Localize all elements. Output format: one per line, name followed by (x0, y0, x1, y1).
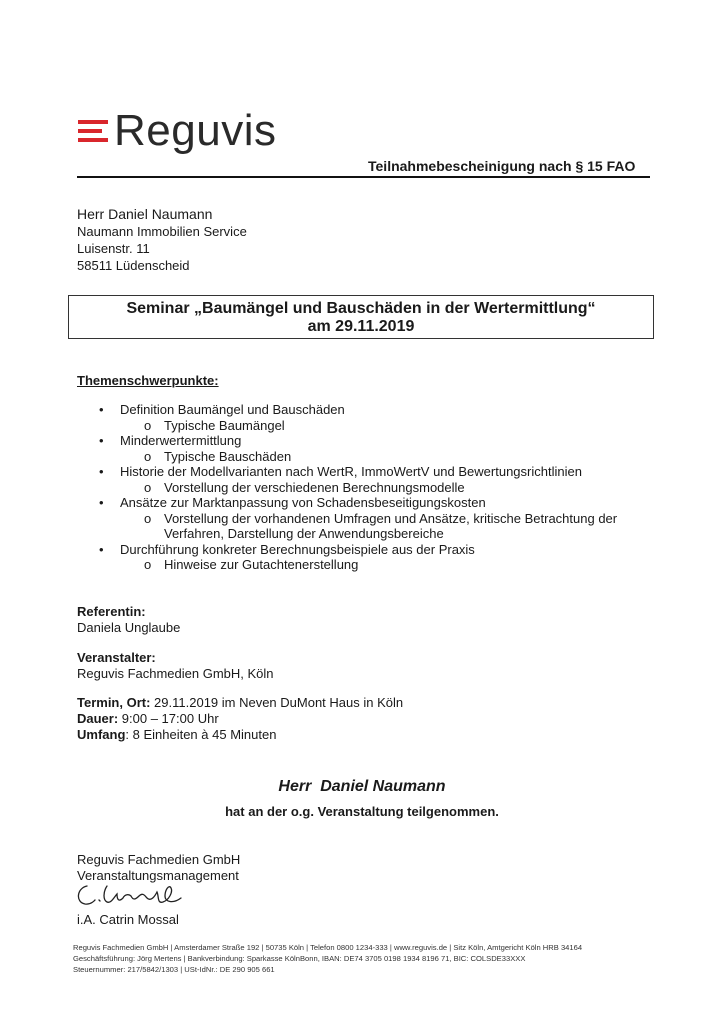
topic-label: Historie der Modellvarianten nach WertR, ImmoWertV und Bewertungsrichtlinien (120, 464, 582, 479)
logo-bars-icon (78, 120, 108, 150)
bullet-icon: • (99, 402, 104, 417)
topic-label: Ansätze zur Marktanpassung von Schadensbeseitigungskosten (120, 495, 486, 510)
duration-value: 9:00 – 17:00 Uhr (118, 711, 219, 726)
topics-list (77, 402, 647, 573)
list-item (77, 542, 647, 558)
scope-value: : 8 Einheiten à 45 Minuten (125, 727, 277, 742)
topic-label: Durchführung konkreter Berechnungsbeispiele aus der Praxis (120, 541, 475, 557)
organizer-name: Reguvis Fachmedien GmbH, Köln (77, 666, 274, 681)
topic-label: Definition Baumängel und Bauschäden (120, 402, 345, 417)
topic-sub-label: Vorstellung der verschiedenen Berechnungsmodelle (164, 479, 465, 495)
event-details (77, 695, 403, 743)
bullet-icon: • (99, 433, 104, 448)
venue-label: Termin, Ort: (77, 695, 151, 710)
circle-bullet-icon: o (144, 479, 152, 495)
recipient-street: Luisenstr. 11 (77, 241, 150, 256)
recipient-name: Herr Daniel Naumann (77, 206, 213, 222)
list-item (77, 402, 647, 418)
list-item (77, 495, 647, 511)
duration-label: Dauer: (77, 711, 119, 726)
seminar-title-box (68, 295, 654, 339)
topic-sub-label: Hinweise zur Gutachtenerstellung (164, 557, 359, 572)
topics-heading: Themenschwerpunkte: (77, 373, 219, 388)
footer-line: Geschäftsführung: Jörg Mertens | Bankverbindung: Sparkasse KölnBonn, IBAN: DE74 3705 0198 1934 8196 71, BIC: COLSDE33XXX (73, 954, 526, 963)
list-subitem (77, 511, 647, 542)
speaker-name: Daniela Unglaube (77, 620, 181, 635)
list-subitem (77, 449, 647, 465)
footer-line: Steuernummer: 217/5842/1303 | USt-IdNr.: DE 290 905 661 (73, 965, 275, 974)
list-item (77, 464, 647, 480)
topic-sub-label: Vorstellung der vorhandenen Umfragen und Ansätze, kritische Betrachtung der Verfahren, Darstellung der Anwendungsbereiche (164, 510, 618, 541)
header-divider (77, 176, 650, 178)
sender-company: Reguvis Fachmedien GmbH (77, 852, 241, 867)
recipient-company: Naumann Immobilien Service (77, 224, 247, 239)
signer-name: i.A. Catrin Mossal (77, 912, 179, 927)
bullet-icon: • (99, 495, 104, 510)
seminar-date: am 29.11.2019 (307, 318, 415, 335)
signature-icon (73, 878, 193, 910)
sender-department: Veranstaltungsmanagement (77, 868, 239, 883)
participation-statement: hat an der o.g. Veranstaltung teilgenommen. (225, 804, 499, 819)
venue-value: 29.11.2019 im Neven DuMont Haus in Köln (150, 695, 404, 710)
circle-bullet-icon: o (144, 510, 152, 526)
organizer-label: Veranstalter: (77, 650, 156, 665)
list-item (77, 433, 647, 449)
participant-name: Herr Daniel Naumann (278, 778, 446, 795)
circle-bullet-icon: o (144, 417, 152, 433)
scope-label: Umfang (77, 727, 126, 742)
topic-sub-label: Typische Bauschäden (164, 448, 292, 464)
circle-bullet-icon: o (144, 557, 152, 572)
list-subitem (77, 557, 647, 573)
recipient-address (77, 206, 247, 274)
organizer-section (77, 650, 274, 682)
topic-label: Minderwertermittlung (120, 433, 242, 448)
recipient-city: 58511 Lüdenscheid (77, 258, 190, 273)
logo-text: Reguvis (114, 106, 277, 155)
footer (73, 942, 693, 975)
document-type: Teilnahmebescheinigung nach § 15 FAO (368, 158, 636, 174)
speaker-section (77, 604, 180, 636)
list-subitem (77, 418, 647, 434)
speaker-label: Referentin: (77, 604, 146, 619)
footer-line: Reguvis Fachmedien GmbH | Amsterdamer Straße 192 | 50735 Köln | Telefon 0800 1234-333 | www.reguvis.de | Sitz Köln, Amtgericht Köln HRB 34164 (73, 943, 583, 952)
bullet-icon: • (99, 464, 104, 479)
seminar-title: Seminar „Baumängel und Bauschäden in der Wertermittlung“ (126, 300, 596, 317)
bullet-icon: • (99, 541, 104, 557)
list-subitem (77, 480, 647, 496)
topic-sub-label: Typische Baumängel (164, 417, 285, 433)
circle-bullet-icon: o (144, 448, 152, 464)
